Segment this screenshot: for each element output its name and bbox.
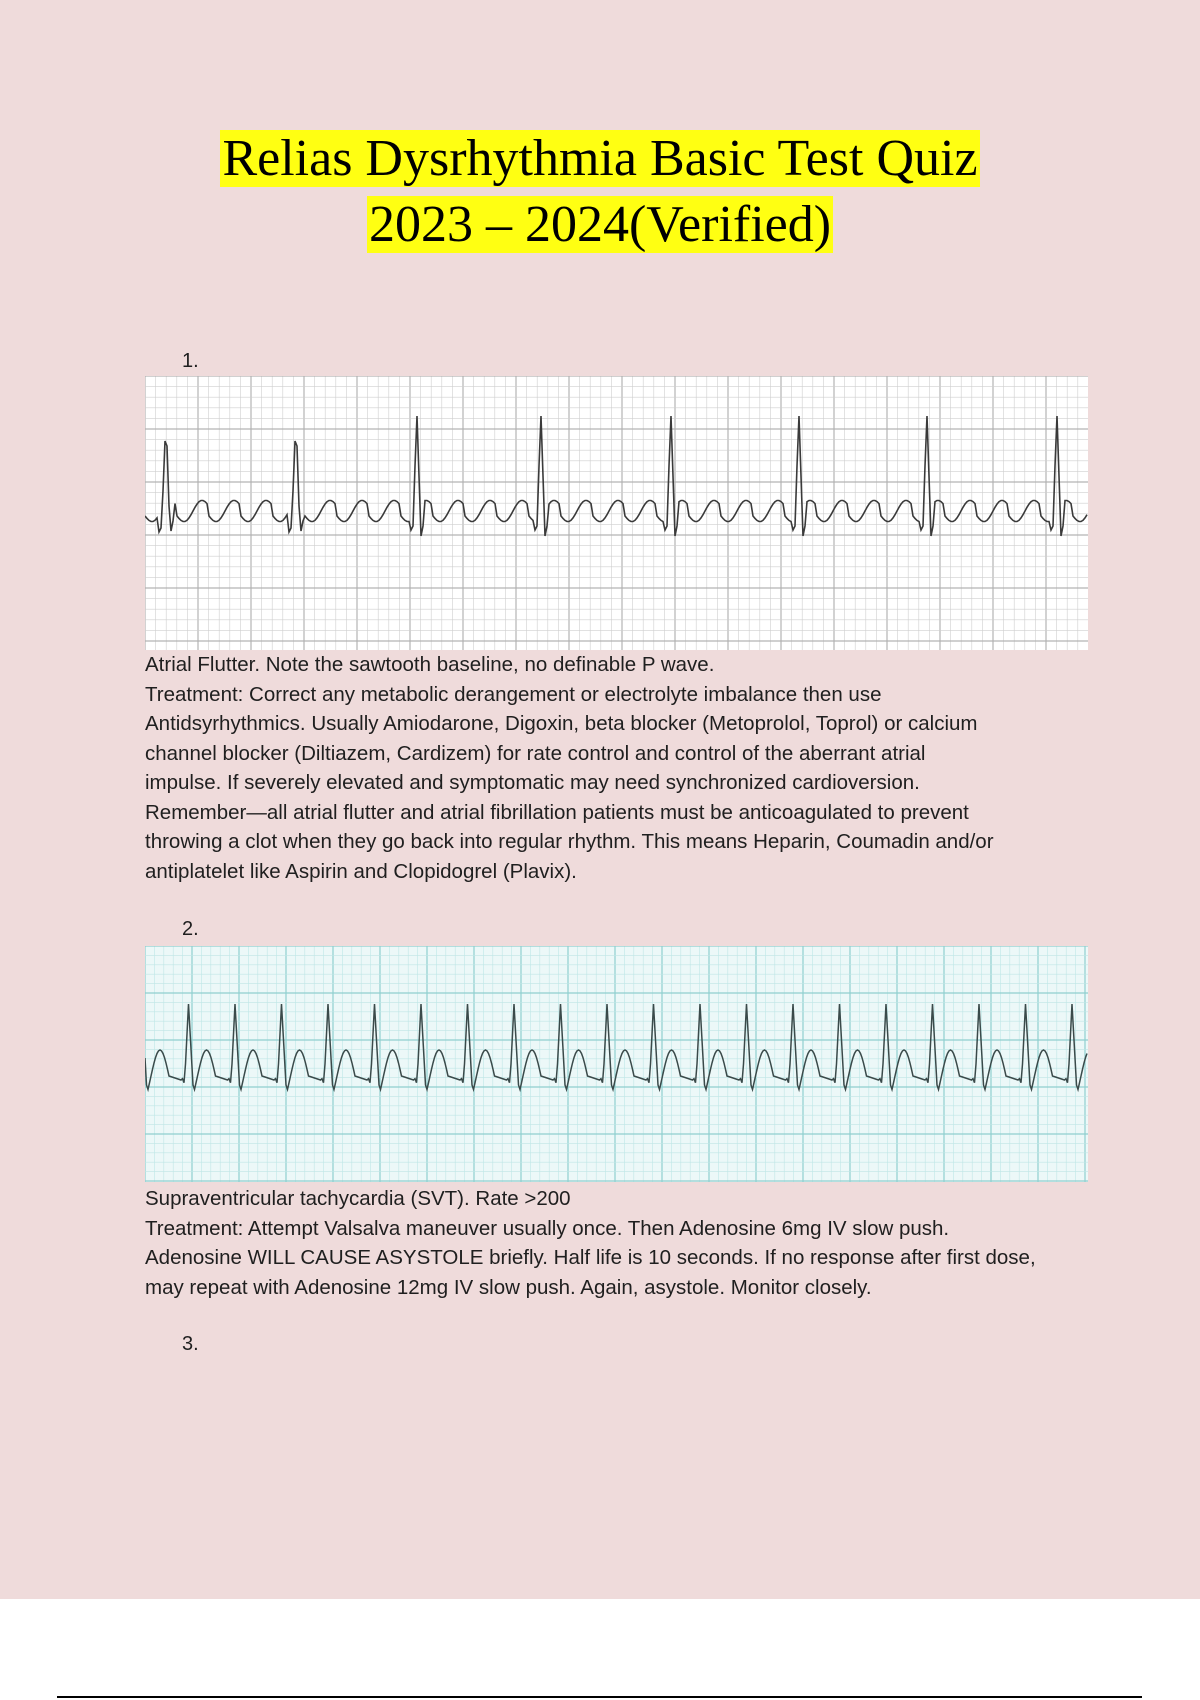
ecg-strip-2-svg xyxy=(145,946,1088,1182)
ecg-strip-svt xyxy=(145,946,1088,1182)
question-1-line: Treatment: Correct any metabolic derangement or electrolyte imbalance then use xyxy=(145,682,882,706)
question-1-number: 1. xyxy=(182,350,199,372)
footer-divider xyxy=(57,1696,1142,1698)
question-2-line: Supraventricular tachycardia (SVT). Rate >200 xyxy=(145,1187,571,1210)
question-2-line: may repeat with Adenosine 12mg IV slow push. Again, asystole. Monitor closely. xyxy=(145,1275,872,1299)
ecg-strip-atrial-flutter xyxy=(145,376,1088,650)
question-1-line: throwing a clot when they go back into regular rhythm. This means Heparin, Coumadin and/or xyxy=(145,830,994,853)
ecg-strip-1-svg xyxy=(145,376,1088,650)
question-2-line: Treatment: Attempt Valsalva maneuver usually once. Then Adenosine 6mg IV slow push. xyxy=(145,1216,950,1240)
document-title xyxy=(0,126,1200,258)
title-line-1: Relias Dysrhythmia Basic Test Quiz xyxy=(222,130,978,187)
question-1-line: Atrial Flutter. Note the sawtooth baseline, no definable P wave. xyxy=(145,653,715,676)
question-1-line: channel blocker (Diltiazem, Cardizem) for rate control and control of the aberrant atrial xyxy=(145,741,926,765)
question-1-line: impulse. If severely elevated and symptomatic may need synchronized cardioversion. xyxy=(145,771,920,794)
question-2-explanation xyxy=(145,1184,1105,1302)
question-3-number: 3. xyxy=(182,1333,199,1355)
question-1-line: Remember—all atrial flutter and atrial fibrillation patients must be anticoagulated to prevent xyxy=(145,800,969,824)
question-1-line: Antidsyrhythmics. Usually Amiodarone, Digoxin, beta blocker (Metoprolol, Toprol) or calcium xyxy=(145,712,978,735)
title-line-2: 2023 – 2024(Verified) xyxy=(368,196,832,253)
question-2-number: 2. xyxy=(182,918,199,940)
question-1-line: antiplatelet like Aspirin and Clopidogrel (Plavix). xyxy=(145,859,577,883)
question-2-line: Adenosine WILL CAUSE ASYSTOLE briefly. Half life is 10 seconds. If no response after first dose, xyxy=(145,1246,1036,1269)
question-1-explanation xyxy=(145,650,1105,886)
